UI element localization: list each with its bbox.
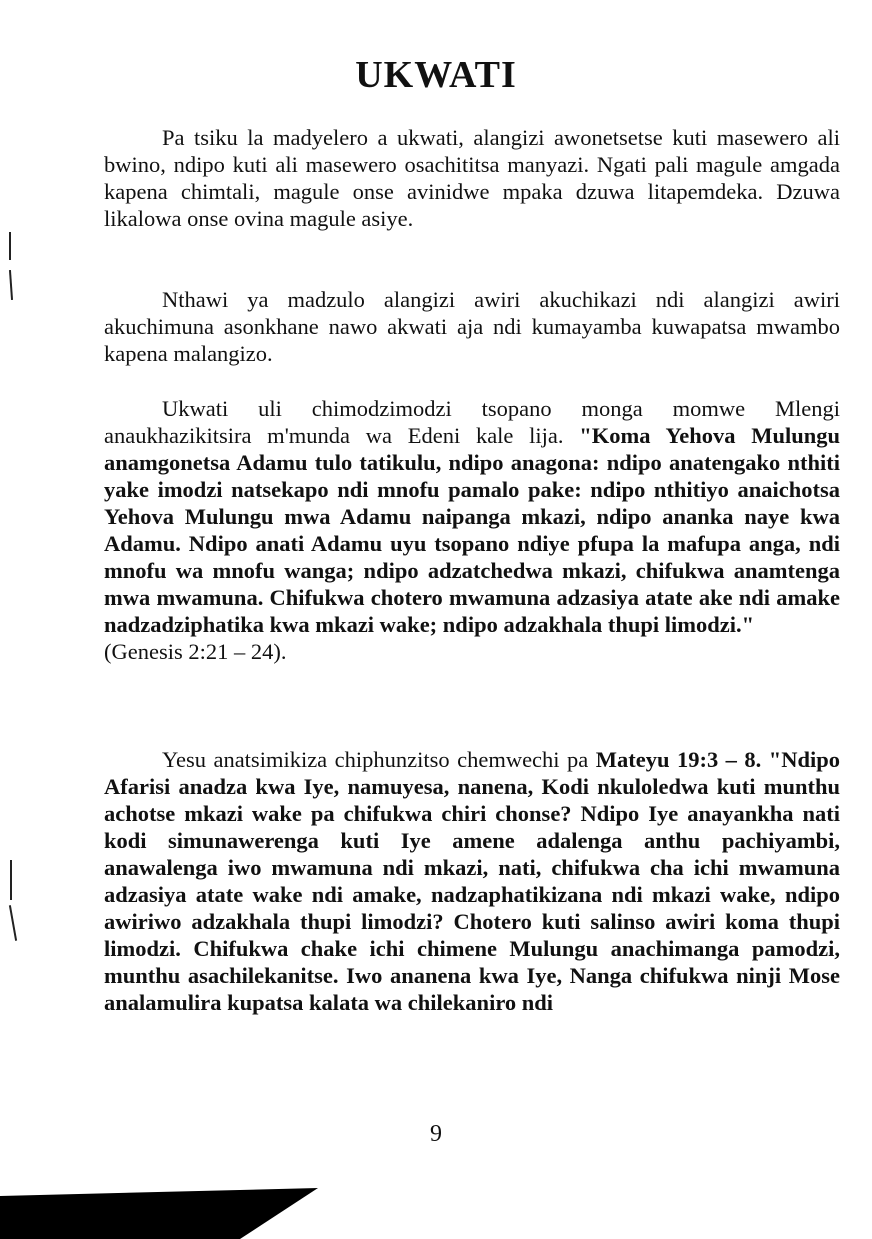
paragraph-4 [104,746,840,1016]
margin-scan-mark [9,270,13,300]
page-number: 9 [430,1121,442,1147]
margin-scan-mark [9,905,17,941]
margin-scan-mark [9,232,11,260]
paragraph-1 [104,124,840,232]
paragraph-1-text: Pa tsiku la madyelero a ukwati, alangizi awonetsetse kuti masewero ali bwino, ndipo kuti ali masewero osachititsa manyazi. Ngati pali magule amgada kapena chimtali, magule onse avinidwe mpaka dzuwa litapemdeka. Dzuwa likalowa onse ovina magule asiye. [104,125,840,231]
genesis-quote: "Koma Yehova Mulungu anamgonetsa Adamu tulo tatikulu, ndipo anagona: ndipo anatengako nthiti yake imodzi natsekapo ndi mnofu pamalo pake: ndipo nthitiyo anaichotsa Yehova Mulungu mwa Adamu naipanga mkazi, ndipo ananka naye kwa Adamu. Ndipo anati Adamu uyu tsopano ndiye pfupa la mafupa anga, ndi mnofu wa mnofu wanga; ndipo adzatchedwa mkazi, chifukwa anamtenga mwa mwamuna. Chifukwa chotero mwamuna adzasiya atate ake ndi amake nadzadziphatika kwa mkazi wake; ndipo adzakhala thupi limodzi." [104,423,840,637]
scan-corner-shadow [0,1188,330,1239]
paragraph-3 [104,395,840,665]
paragraph-3-text: Ukwati uli chimodzimodzi tsopano monga momwe Mlengi anaukhazikitsira m'munda wa Edeni kale lija. [104,396,840,448]
mateyu-quote: Mateyu 19:3 – 8. "Ndipo Afarisi anadza kwa Iye, namuyesa, nanena, Kodi nkuloledwa kuti munthu achotse mkazi wake pa chifukwa chiri chonse? Ndipo Iye anayankha nati kodi simunawerenga kuti Iye amene adalenga anthu pachiyambi, anawalenga iwo mwamuna ndi mkazi, nati, chifukwa cha ichi mwamuna adzasiya atate wake ndi amake, nadzaphatikizana ndi mkazi wake, ndipo awiriwo adzakhala thupi limodzi? Chotero kuti salinso awiri koma thupi limodzi. Chifukwa chake ichi chimene Mulungu anachimanga pamodzi, munthu asachilekanitse. Iwo ananena kwa Iye, Nanga chifukwa ninji Mose analamulira kupatsa kalata wa chilekaniro ndi [104,747,841,1015]
paragraph-4-text: Yesu anatsimikiza chiphunzitso chemwechi pa [162,747,589,772]
genesis-reference: (Genesis 2:21 – 24). [104,639,287,664]
margin-scan-mark [10,860,12,900]
paragraph-2-text: Nthawi ya madzulo alangizi awiri akuchikazi ndi alangizi awiri akuchimuna asonkhane nawo akwati aja ndi kumayamba kuwapatsa mwambo kapena malangizo. [104,287,840,366]
page-title: UKWATI [355,54,517,96]
paragraph-2 [104,286,840,367]
